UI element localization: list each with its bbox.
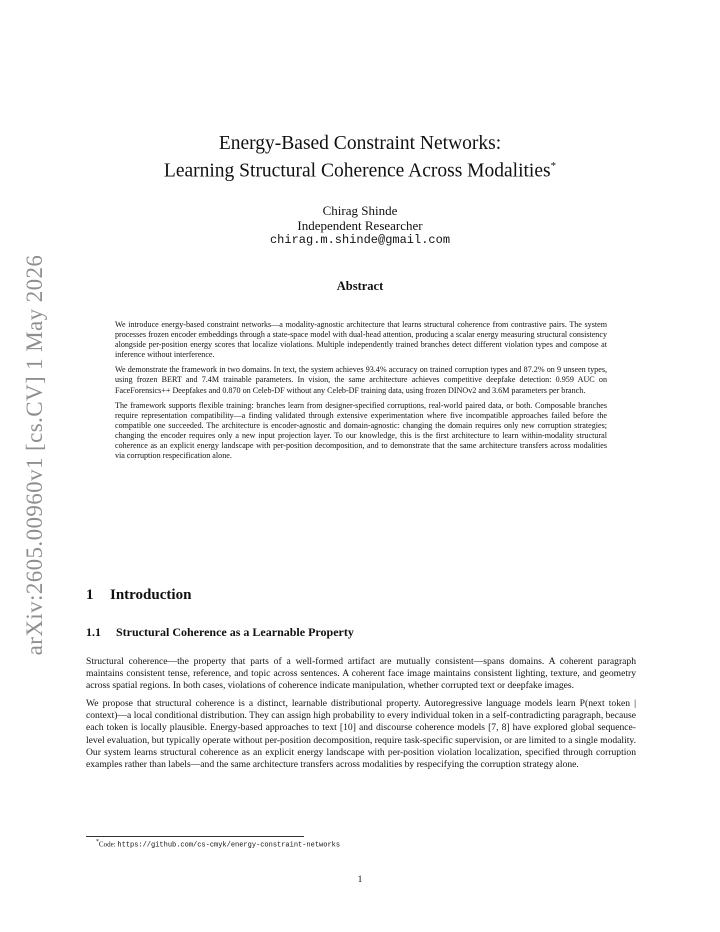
footnote-label: Code: [98,840,118,849]
title-line-2: Learning Structural Coherence Across Modalities* [163,160,557,182]
abstract-paragraph: We introduce energy-based constraint networks—a modality-agnostic architecture that learns structural coherence from contrastive pairs. The system processes frozen encoder embeddings through a state-space model with dual-head attention, producing a scalar energy measuring structural consistency alongside per-position energy scores that localize violations. Multiple independently trained branches detect different violation types and compose at inference without interference. [115,320,607,360]
section-heading-introduction [86,587,191,604]
subsection-title: Structural Coherence as a Learnable Property [116,625,354,639]
body-paragraph: We propose that structural coherence is a distinct, learnable distributional property. Autoregressive language models learn P(next token | context)—a local conditional distribution. They can assign high probability to every individual token in a self-contradicting paragraph, because each token is locally plausible. Energy-based approaches to text [10] and discourse coherence models [7, 8] have explored global sequence-level evaluation, but typically operate without per-position decomposition, require task-specific supervision, or are limited to a single modality. Our system learns structural coherence as an explicit energy landscape with per-position violation localization, specified through corruption examples rather than labels—and the same architecture transfers across modalities by respecifying the corruption strategy alone. [86,698,636,770]
body-paragraph: Structural coherence—the property that parts of a well-formed artifact are mutually consistent—spans domains. A coherent paragraph maintains consistent tense, reference, and topic across sentences. A coherent face image maintains consistent lighting, texture, and geometry across spatial regions. In both cases, violations of coherence indicate manipulation, whether corrupted text or deepfake images. [86,656,636,692]
author-email[interactable]: chirag.m.shinde@gmail.com [269,233,451,247]
author-affiliation: Independent Researcher [297,218,423,233]
author-name: Chirag Shinde [322,203,398,218]
footnote [96,839,340,849]
abstract-paragraph: The framework supports flexible training: branches learn from designer-specified corruptions, real-world paired data, or both. Composable branches require representation compatibility—a finding validated through extensive experimentation where five incompatible approaches failed before the compatible one succeeded. The architecture is encoder-agnostic and domain-agnostic: changing the domain requires only new corruption strategies; changing the encoder requires only a new input projection layer. To our knowledge, this is the first architecture to learn within-modality structural coherence as an explicit energy landscape with per-position decomposition, and to demonstrate that the same architecture transfers across modalities via corruption respecification alone. [115,400,607,461]
arxiv-stamp [20,254,50,656]
body-text [86,656,636,777]
abstract-body [115,320,607,466]
inline-math: P(next token | context) [86,698,636,722]
abstract-paragraph: We demonstrate the framework in two domains. In text, the system achieves 93.4% accuracy on trained corruption types and 87.2% on 9 unseen types, using frozen BERT and 7.4M trainable parameters. In vision, the same architecture achieves competitive deepfake detection: 0.959 AUC on FaceForensics++ Deepfakes and 0.870 on Celeb-DF without any Celeb-DF training data, using frozen DINOv2 and 3.6M parameters per branch. [115,365,607,395]
subsection-number: 1.1 [86,625,101,639]
section-title: Introduction [110,587,192,603]
page-number: 1 [357,875,363,885]
footnote-mark: * [96,839,99,845]
arxiv-stamp-text: arXiv:2605.00960v1 [cs.CV] 1 May 2026 [22,254,47,656]
footnote-rule [86,836,304,837]
section-number: 1 [86,587,94,603]
code-link[interactable]: https://github.com/cs-cmyk/energy-constraint-networks [117,841,341,850]
subsection-heading [86,625,354,640]
abstract-heading: Abstract [336,279,384,293]
author-block [0,203,720,248]
title-footnote-mark: * [550,160,557,172]
title-line-1: Energy-Based Constraint Networks: [218,133,502,154]
paper-title [0,132,720,183]
